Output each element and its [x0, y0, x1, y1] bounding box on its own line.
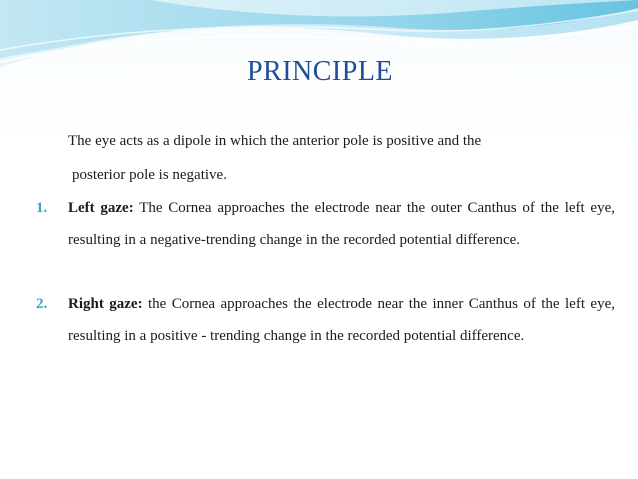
slide-title	[0, 56, 638, 88]
list-item-text	[68, 192, 615, 256]
list-item-bold-label: Right gaze:	[68, 296, 143, 312]
list-item-number: 1.	[36, 200, 48, 216]
intro-paragraph	[68, 124, 613, 192]
intro-line-1: The eye acts as a dipole in which the anterior pole is positive and the	[68, 133, 482, 149]
list-item-number: 2.	[36, 296, 48, 312]
list-item-body: The Cornea approaches the electrode near the outer Canthus of the left eye, resulting in a negative-trending change in the recorded potential difference.	[68, 200, 615, 248]
intro-line-2: posterior pole is negative.	[72, 167, 227, 183]
slide-title-text: PRINCIPLE	[246, 56, 394, 87]
list-item-text	[68, 288, 615, 352]
list-item-bold-label: Left gaze:	[68, 200, 134, 216]
list-item-body: the Cornea approaches the electrode near the inner Canthus of the left eye, resulting in a positive - trending change in the recorded potential difference.	[68, 296, 615, 344]
